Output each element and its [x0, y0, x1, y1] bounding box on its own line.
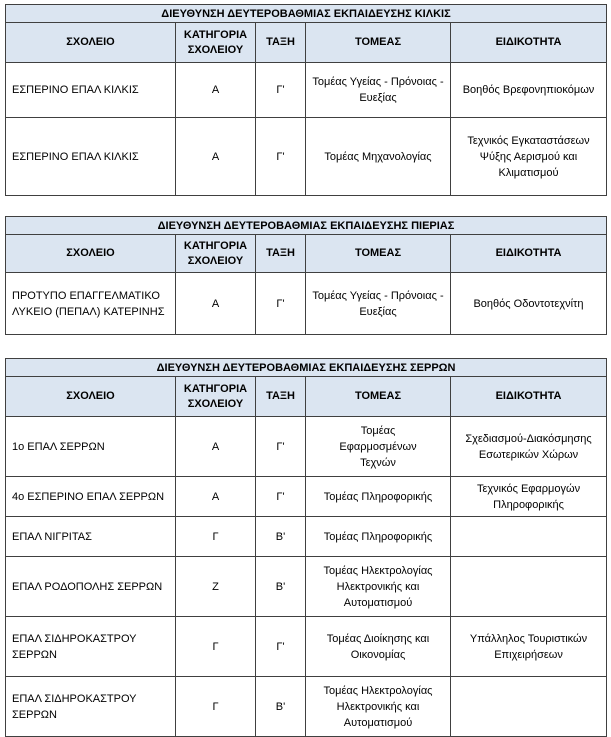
- grade-cell: Γ': [256, 617, 306, 677]
- header-sector: ΤΟΜΕΑΣ: [306, 235, 451, 273]
- specialty-cell: [451, 517, 607, 557]
- specialty-cell: Σχεδιασμού-Διακόσμησης Εσωτερικών Χώρων: [451, 417, 607, 477]
- school-cell: ΕΠΑΛ ΣΙΔΗΡΟΚΑΣΤΡΟΥ ΣΕΡΡΩΝ: [6, 677, 176, 737]
- table-row: [6, 118, 607, 196]
- school-cell: ΕΠΑΛ ΣΙΔΗΡΟΚΑΣΤΡΟΥ ΣΕΡΡΩΝ: [6, 617, 176, 677]
- category-cell: Γ: [176, 677, 256, 737]
- header-specialty: ΕΙΔΙΚΟΤΗΤΑ: [451, 377, 607, 417]
- header-school: ΣΧΟΛΕΙΟ: [6, 377, 176, 417]
- sector-cell: Τομέας Εφαρμοσμένων Τεχνών: [306, 417, 451, 477]
- kilkis-table: [5, 4, 607, 196]
- header-sector: ΤΟΜΕΑΣ: [306, 23, 451, 63]
- header-grade: ΤΑΞΗ: [256, 23, 306, 63]
- header-specialty: ΕΙΔΙΚΟΤΗΤΑ: [451, 23, 607, 63]
- school-cell: 1ο ΕΠΑΛ ΣΕΡΡΩΝ: [6, 417, 176, 477]
- table-title: ΔΙΕΥΘΥΝΣΗ ΔΕΥΤΕΡΟΒΑΘΜΙΑΣ ΕΚΠΑΙΔΕΥΣΗΣ ΠΙΕΡΙΑΣ: [6, 217, 607, 235]
- header-school: ΣΧΟΛΕΙΟ: [6, 23, 176, 63]
- category-cell: Α: [176, 63, 256, 118]
- table-row: [6, 477, 607, 517]
- school-cell: ΕΠΑΛ ΡΟΔΟΠΟΛΗΣ ΣΕΡΡΩΝ: [6, 557, 176, 617]
- grade-cell: Β': [256, 677, 306, 737]
- serres-table: [5, 358, 607, 737]
- table-row: [6, 63, 607, 118]
- sector-cell: Τομέας Πληροφορικής: [306, 477, 451, 517]
- sector-cell: Τομέας Μηχανολογίας: [306, 118, 451, 196]
- category-cell: Α: [176, 417, 256, 477]
- table-title: ΔΙΕΥΘΥΝΣΗ ΔΕΥΤΕΡΟΒΑΘΜΙΑΣ ΕΚΠΑΙΔΕΥΣΗΣ ΣΕΡΡΩΝ: [6, 359, 607, 377]
- specialty-cell: Βοηθός Βρεφονηπιοκόμων: [451, 63, 607, 118]
- category-cell: Γ: [176, 617, 256, 677]
- grade-cell: Β': [256, 557, 306, 617]
- table-row: [6, 417, 607, 477]
- table-title: ΔΙΕΥΘΥΝΣΗ ΔΕΥΤΕΡΟΒΑΘΜΙΑΣ ΕΚΠΑΙΔΕΥΣΗΣ ΚΙΛΚΙΣ: [6, 5, 607, 23]
- sector-cell: Τομέας Διοίκησης και Οικονομίας: [306, 617, 451, 677]
- school-cell: ΕΣΠΕΡΙΝΟ ΕΠΑΛ ΚΙΛΚΙΣ: [6, 118, 176, 196]
- category-cell: Α: [176, 273, 256, 335]
- header-category: ΚΑΤΗΓΟΡΙΑ ΣΧΟΛΕΙΟΥ: [176, 377, 256, 417]
- specialty-cell: [451, 677, 607, 737]
- specialty-cell: Υπάλληλος Τουριστικών Επιχειρήσεων: [451, 617, 607, 677]
- table-row: [6, 517, 607, 557]
- sector-cell: Τομέας Ηλεκτρολογίας Ηλεκτρονικής και Αυτοματισμού: [306, 677, 451, 737]
- header-school: ΣΧΟΛΕΙΟ: [6, 235, 176, 273]
- specialty-cell: Τεχνικός Εφαρμογών Πληροφορικής: [451, 477, 607, 517]
- grade-cell: Γ': [256, 417, 306, 477]
- grade-cell: Γ': [256, 118, 306, 196]
- grade-cell: Γ': [256, 477, 306, 517]
- table-row: [6, 557, 607, 617]
- specialty-cell: [451, 557, 607, 617]
- specialty-cell: Βοηθός Οδοντοτεχνίτη: [451, 273, 607, 335]
- sector-cell: Τομέας Υγείας - Πρόνοιας - Ευεξίας: [306, 63, 451, 118]
- category-cell: Α: [176, 477, 256, 517]
- sector-cell: Τομέας Πληροφορικής: [306, 517, 451, 557]
- pieria-table: [5, 216, 607, 335]
- header-sector: ΤΟΜΕΑΣ: [306, 377, 451, 417]
- header-grade: ΤΑΞΗ: [256, 235, 306, 273]
- school-cell: ΠΡΟΤΥΠΟ ΕΠΑΓΓΕΛΜΑΤΙΚΟ ΛΥΚΕΙΟ (ΠΕΠΑΛ) ΚΑΤΕΡΙΝΗΣ: [6, 273, 176, 335]
- header-category: ΚΑΤΗΓΟΡΙΑ ΣΧΟΛΕΙΟΥ: [176, 23, 256, 63]
- sector-cell: Τομέας Υγείας - Πρόνοιας - Ευεξίας: [306, 273, 451, 335]
- school-cell: 4ο ΕΣΠΕΡΙΝΟ ΕΠΑΛ ΣΕΡΡΩΝ: [6, 477, 176, 517]
- header-grade: ΤΑΞΗ: [256, 377, 306, 417]
- grade-cell: Β': [256, 517, 306, 557]
- table-row: [6, 677, 607, 737]
- school-cell: ΕΠΑΛ ΝΙΓΡΙΤΑΣ: [6, 517, 176, 557]
- grade-cell: Γ': [256, 273, 306, 335]
- specialty-cell: Τεχνικός Εγκαταστάσεων Ψύξης Αερισμού και Κλιματισμού: [451, 118, 607, 196]
- header-specialty: ΕΙΔΙΚΟΤΗΤΑ: [451, 235, 607, 273]
- school-cell: ΕΣΠΕΡΙΝΟ ΕΠΑΛ ΚΙΛΚΙΣ: [6, 63, 176, 118]
- grade-cell: Γ': [256, 63, 306, 118]
- table-row: [6, 617, 607, 677]
- category-cell: Α: [176, 118, 256, 196]
- category-cell: Ζ: [176, 557, 256, 617]
- header-category: ΚΑΤΗΓΟΡΙΑ ΣΧΟΛΕΙΟΥ: [176, 235, 256, 273]
- table-row: [6, 273, 607, 335]
- category-cell: Γ: [176, 517, 256, 557]
- sector-cell: Τομέας Ηλεκτρολογίας Ηλεκτρονικής και Αυτοματισμού: [306, 557, 451, 617]
